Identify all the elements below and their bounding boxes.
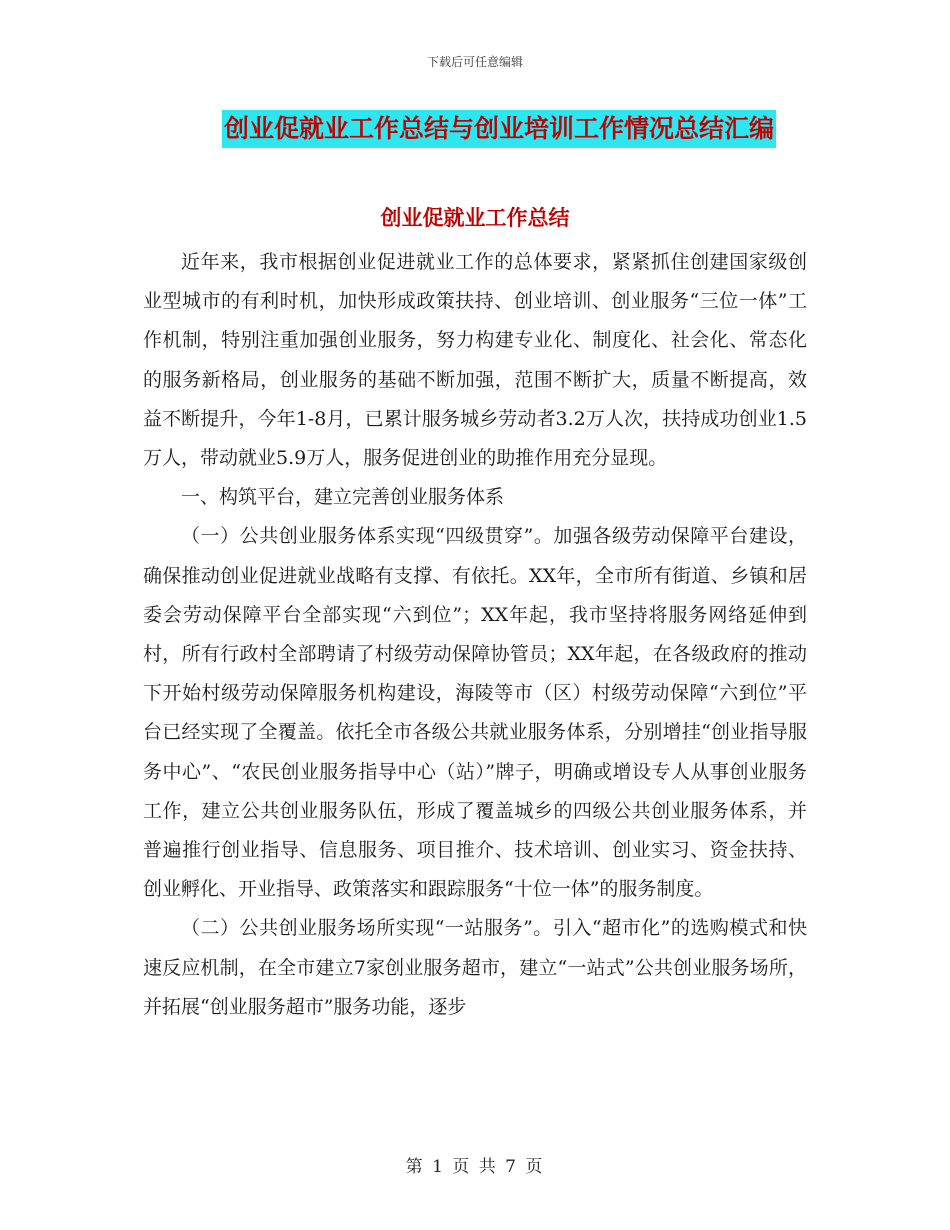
page-number: 第 1 页 共 7 页 (405, 1157, 545, 1177)
section-title: 创业促就业工作总结 (380, 205, 570, 230)
paragraph: 近年来，我市根据创业促进就业工作的总体要求，紧紧抓住创建国家级创业型城市的有利时机，加快形成政策扶持、创业培训、创业服务“三位一体”工作机制，特别注重加强创业服务，努力构建专业化、制度化、社会化、常态化的服务新格局，创业服务的基础不断加强，范围不断扩大，质量不断提高，效益不断提升，今年1-8月，已累计服务城乡劳动者3.2万人次，扶持成功创业1.5万人，带动就业5.9万人，服务促进创业的助推作用充分显现。 (143, 251, 807, 470)
paragraph: （二）公共创业服务场所实现“一站服务”。引入“超市化”的选购模式和快速反应机制，在全市建立7家创业服务超市，建立“一站式”公共创业服务场所，并拓展“创业服务超市”服务功能，逐步 (143, 917, 807, 1018)
paragraph: （一）公共创业服务体系实现“四级贯穿”。加强各级劳动保障平台建设，确保推动创业促进就业战略有支撑、有依托。XX年，全市所有街道、乡镇和居委会劳动保障平台全部实现“六到位”；XX年起，我市坚持将服务网络延伸到村，所有行政村全部聘请了村级劳动保障协管员；XX年起，在各级政府的推动下开始村级劳动保障服务机构建设，海陵等市（区）村级劳动保障“六到位”平台已经实现了全覆盖。依托全市各级公共就业服务体系，分别增挂“创业指导服务中心”、“农民创业服务指导中心（站）”牌子，明确或增设专人从事创业服务工作，建立公共创业服务队伍，形成了覆盖城乡的四级公共创业服务体系，并普遍推行创业指导、信息服务、项目推介、技术培训、创业实习、资金扶持、创业孵化、开业指导、政策落实和跟踪服务“十位一体”的服务制度。 (143, 525, 807, 901)
document-title: 创业促就业工作总结与创业培训工作情况总结汇编 (222, 110, 776, 148)
page-header-note: 下载后可任意编辑 (426, 55, 523, 69)
document-title-block (0, 110, 950, 148)
paragraph: 一、构筑平台，建立完善创业服务体系 (181, 486, 505, 509)
document-body (143, 243, 807, 1027)
